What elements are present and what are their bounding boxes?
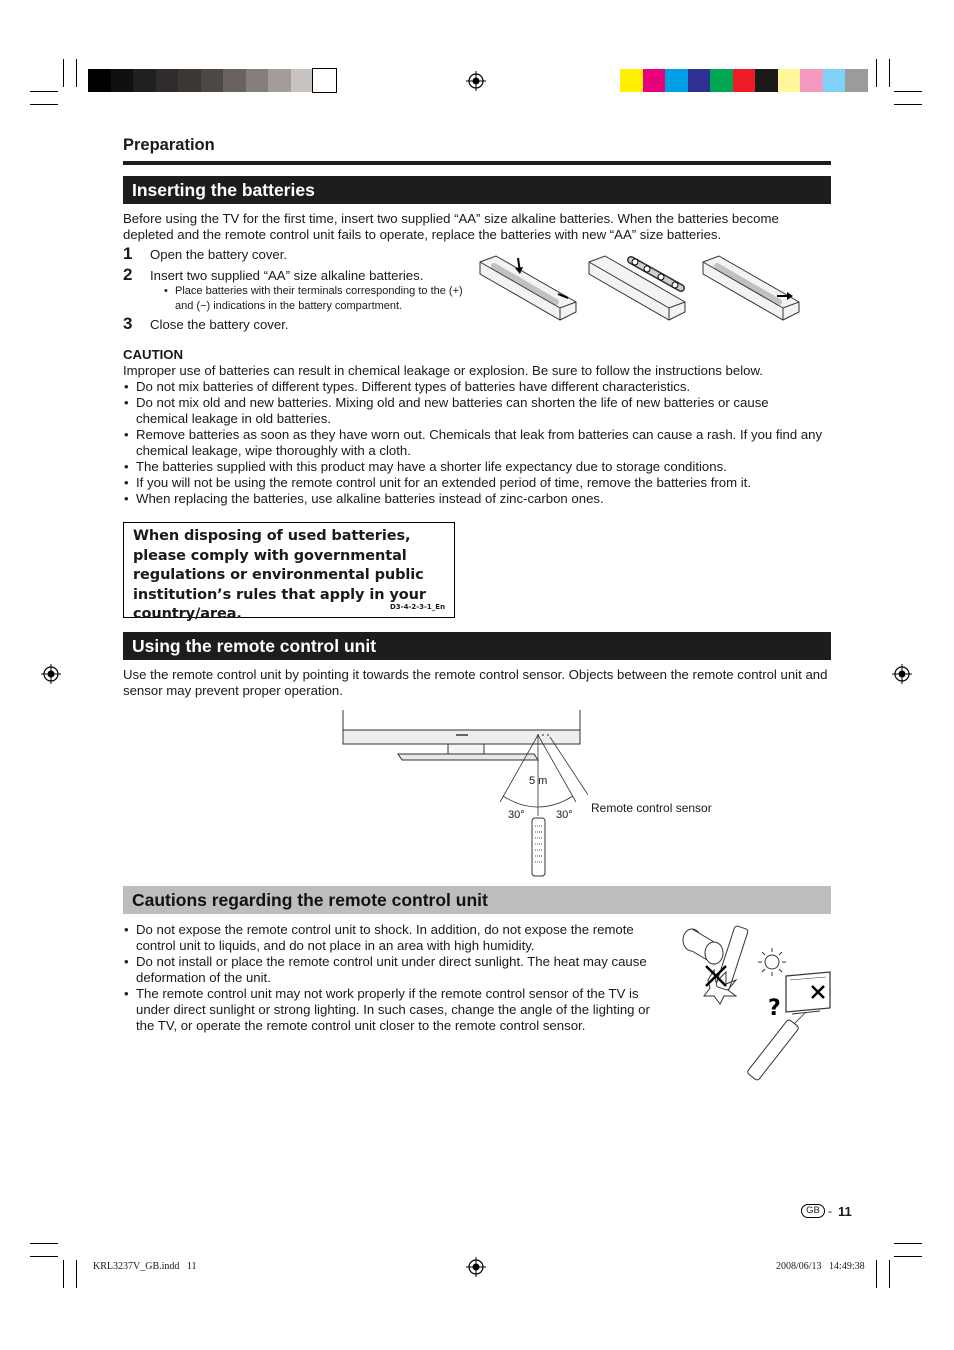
calibration-swatch bbox=[201, 69, 224, 92]
caution-item: • If you will not be using the remote control unit for an extended period of time, remove the batteries from it. bbox=[123, 475, 823, 491]
battery-step-3-illustration bbox=[697, 252, 803, 324]
calibration-swatch bbox=[733, 69, 756, 92]
calibration-swatch bbox=[268, 69, 291, 92]
disposal-notice-box bbox=[123, 522, 455, 622]
step-1-number: 1 bbox=[123, 244, 133, 263]
disposal-notice-text: When disposing of used batteries, please comply with governmental regulations or environmental public institution’s rules that apply in your country/area. bbox=[133, 528, 426, 622]
calibration-swatch bbox=[845, 69, 868, 92]
calibration-swatch bbox=[133, 69, 156, 92]
remote-use-text: Use the remote control unit by pointing it towards the remote control sensor. Objects between the remote control unit and sensor may prevent proper operation. bbox=[123, 667, 828, 698]
calibration-swatch bbox=[620, 69, 643, 92]
battery-step-2-illustration bbox=[583, 252, 689, 324]
angle-right-label: 30° bbox=[556, 809, 573, 821]
section-title-batteries: Inserting the batteries bbox=[123, 176, 831, 204]
angle-left-label: 30° bbox=[508, 809, 525, 821]
step-2-text: Insert two supplied “AA” size alkaline batteries. bbox=[150, 268, 424, 283]
caution-item: • Remove batteries as soon as they have worn out. Chemicals that leak from batteries can cause a rash. If you find any chemical leakage, wipe thoroughly with a cloth. bbox=[123, 427, 823, 459]
footer-file-name: KRL3237V_GB.indd 11 bbox=[93, 1261, 197, 1272]
sensor-label: Remote control sensor bbox=[591, 801, 712, 815]
calibration-swatch bbox=[246, 69, 269, 92]
registration-mark-top bbox=[466, 71, 486, 91]
caution-item: • Do not mix batteries of different types. Different types of batteries have different characteristics. bbox=[123, 379, 823, 395]
header-rule bbox=[123, 161, 831, 165]
svg-text:?: ? bbox=[768, 996, 781, 1021]
calibration-swatch bbox=[643, 69, 666, 92]
step-1-text: Open the battery cover. bbox=[150, 247, 288, 262]
remote-caution-item: • The remote control unit may not work properly if the remote control sensor of the TV is under direct sunlight or strong lighting. In such cases, change the angle of the lighting or the TV, or operate the remote control unit closer to the remote control sensor. bbox=[123, 986, 653, 1034]
calibration-swatch bbox=[688, 69, 711, 92]
calibration-swatch bbox=[223, 69, 246, 92]
battery-step-1-illustration bbox=[474, 252, 580, 324]
calibration-swatch bbox=[156, 69, 179, 92]
caution-item: • The batteries supplied with this product may have a shorter life expectancy due to storage conditions. bbox=[123, 459, 823, 475]
caution-intro: Improper use of batteries can result in chemical leakage or explosion. Be sure to follow the instructions below. bbox=[123, 363, 763, 378]
registration-mark-left bbox=[41, 664, 61, 684]
calibration-swatch bbox=[111, 69, 134, 92]
calibration-swatch bbox=[755, 69, 778, 92]
page-number: 11 bbox=[838, 1204, 852, 1219]
remote-caution-item: • Do not install or place the remote control unit under direct sunlight. The heat may cause deformation of the unit. bbox=[123, 954, 653, 986]
distance-label: 5 m bbox=[529, 775, 548, 787]
calibration-swatch bbox=[778, 69, 801, 92]
calibration-swatch bbox=[800, 69, 823, 92]
step-3-number: 3 bbox=[123, 314, 133, 333]
step-2-number: 2 bbox=[123, 265, 133, 284]
calibration-swatch bbox=[178, 69, 201, 92]
caution-title: CAUTION bbox=[123, 347, 184, 362]
caution-item: • When replacing the batteries, use alkaline batteries instead of zinc-carbon ones. bbox=[123, 491, 823, 507]
caution-item: • Do not mix old and new batteries. Mixing old and new batteries can shorten the life of new batteries or cause chemical leakage in old batteries. bbox=[123, 395, 823, 427]
section-header: Preparation bbox=[123, 136, 215, 154]
step-3-text: Close the battery cover. bbox=[150, 317, 289, 332]
section-title-remote-use: Using the remote control unit bbox=[123, 632, 831, 660]
batteries-intro: Before using the TV for the first time, insert two supplied “AA” size alkaline batteries. When the batteries become depleted and the remote control unit fails to operate, replace the batteries with new “AA” size batteries. bbox=[123, 211, 779, 242]
calibration-swatch bbox=[665, 69, 688, 92]
calibration-swatch bbox=[313, 69, 336, 92]
remote-range-diagram bbox=[338, 708, 588, 878]
page-number-separator: - bbox=[828, 1204, 832, 1218]
footer-timestamp: 2008/06/13 14:49:38 bbox=[776, 1261, 865, 1272]
disposal-code: D3-4-2-3-1_En bbox=[390, 603, 446, 611]
caution-list bbox=[123, 379, 823, 507]
remote-caution-illustration bbox=[680, 920, 835, 1082]
remote-caution-item: • Do not expose the remote control unit to shock. In addition, do not expose the remote control unit to liquids, and do not place in an area with high humidity. bbox=[123, 922, 653, 954]
calibration-swatch bbox=[710, 69, 733, 92]
calibration-swatch bbox=[88, 69, 111, 92]
remote-cautions-list bbox=[123, 922, 653, 1034]
registration-mark-bottom bbox=[466, 1257, 486, 1277]
section-title-remote-cautions: Cautions regarding the remote control unit bbox=[123, 886, 831, 914]
calibration-swatch bbox=[291, 69, 314, 92]
step-2-note: • Place batteries with their terminals corresponding to the (+) and (−) indications in the battery compartment. bbox=[164, 285, 463, 312]
step-2-note-text: Place batteries with their terminals corresponding to the (+) and (−) indications in the battery compartment. bbox=[175, 285, 463, 312]
calibration-swatch bbox=[823, 69, 846, 92]
registration-mark-right bbox=[892, 664, 912, 684]
region-badge: GB bbox=[801, 1204, 825, 1218]
